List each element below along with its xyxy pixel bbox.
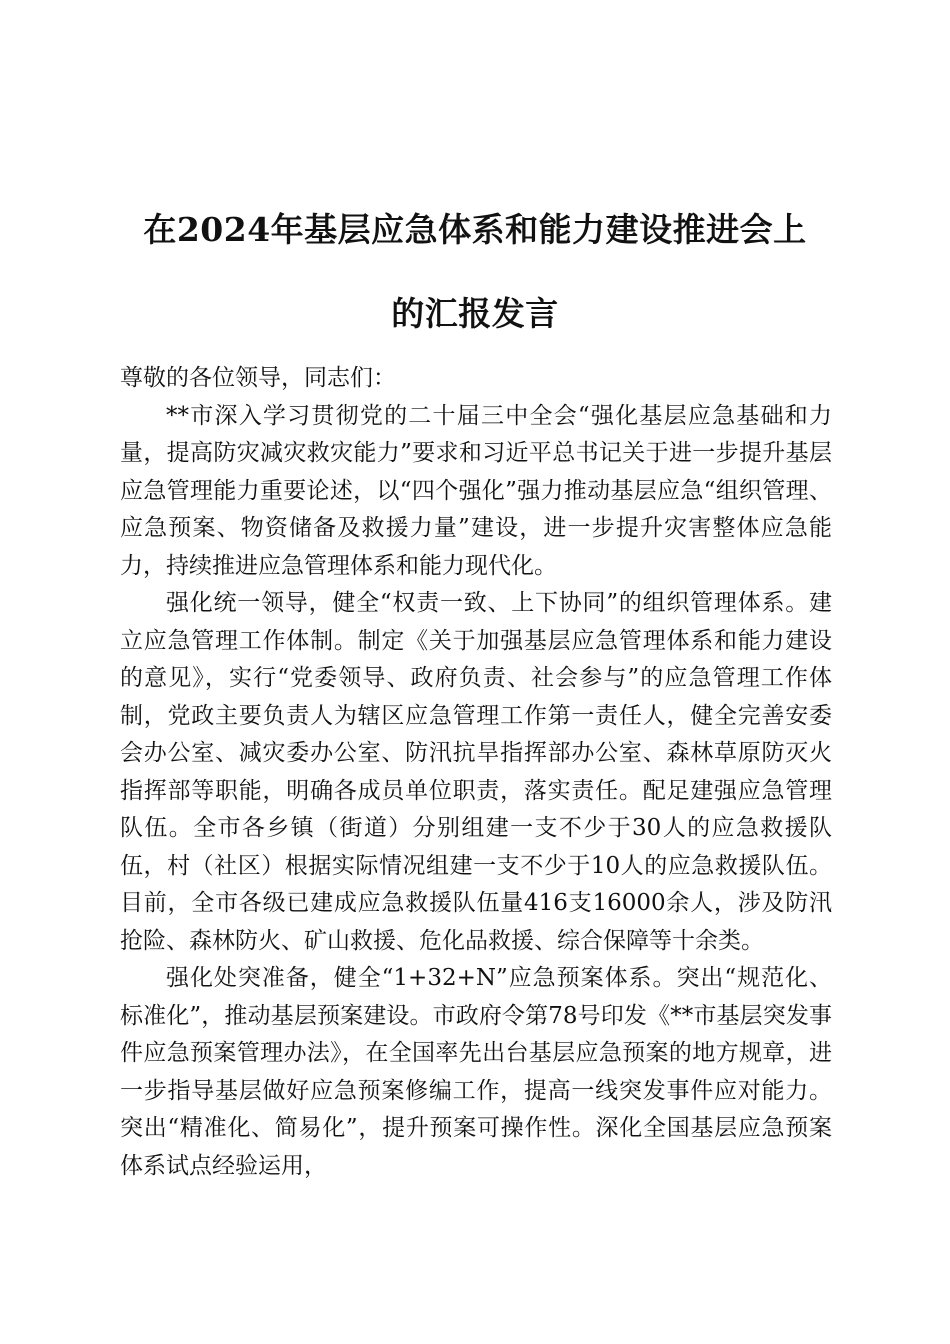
document-body bbox=[120, 360, 832, 1185]
paragraph-3: 强化处突准备，健全“1+32+N”应急预案体系。突出“规范化、标准化”，推动基层预案建设。市政府令第78号印发《**市基层突发事件应急预案管理办法》，在全国率先出台基层应急预案的地方规章，进一步指导基层做好应急预案修编工作，提高一线突发事件应对能力。突出“精准化、简易化”，提升预案可操作性。深化全国基层应急预案体系试点经验运用， bbox=[120, 965, 832, 1179]
salutation: 尊敬的各位领导，同志们： bbox=[120, 365, 396, 391]
title-line-1: 在2024年基层应急体系和能力建设推进会上 bbox=[143, 210, 807, 249]
title-line-2: 的汇报发言 bbox=[391, 294, 559, 333]
paragraph-2: 强化统一领导，健全“权责一致、上下协同”的组织管理体系。建立应急管理工作体制。制定《关于加强基层应急管理体系和能力建设的意见》，实行“党委领导、政府负责、社会参与”的应急管理工作体制，党政主要负责人为辖区应急管理工作第一责任人，健全完善安委会办公室、减灾委办公室、防汛抗旱指挥部办公室、森林草原防灭火指挥部等职能，明确各成员单位职责，落实责任。配足建强应急管理队伍。全市各乡镇（街道）分别组建一支不少于30人的应急救援队伍，村（社区）根据实际情况组建一支不少于10人的应急救援队伍。目前，全市各级已建成应急救援队伍量416支16000余人，涉及防汛抢险、森林防火、矿山救援、危化品救援、综合保障等十余类。 bbox=[120, 590, 832, 954]
document-title bbox=[100, 188, 850, 356]
paragraph-1: **市深入学习贯彻党的二十届三中全会“强化基层应急基础和力量，提高防灾减灾救灾能力”要求和习近平总书记关于进一步提升基层应急管理能力重要论述，以“四个强化”强力推动基层应急“组织管理、应急预案、物资储备及救援力量”建设，进一步提升灾害整体应急能力，持续推进应急管理体系和能力现代化。 bbox=[120, 402, 832, 579]
